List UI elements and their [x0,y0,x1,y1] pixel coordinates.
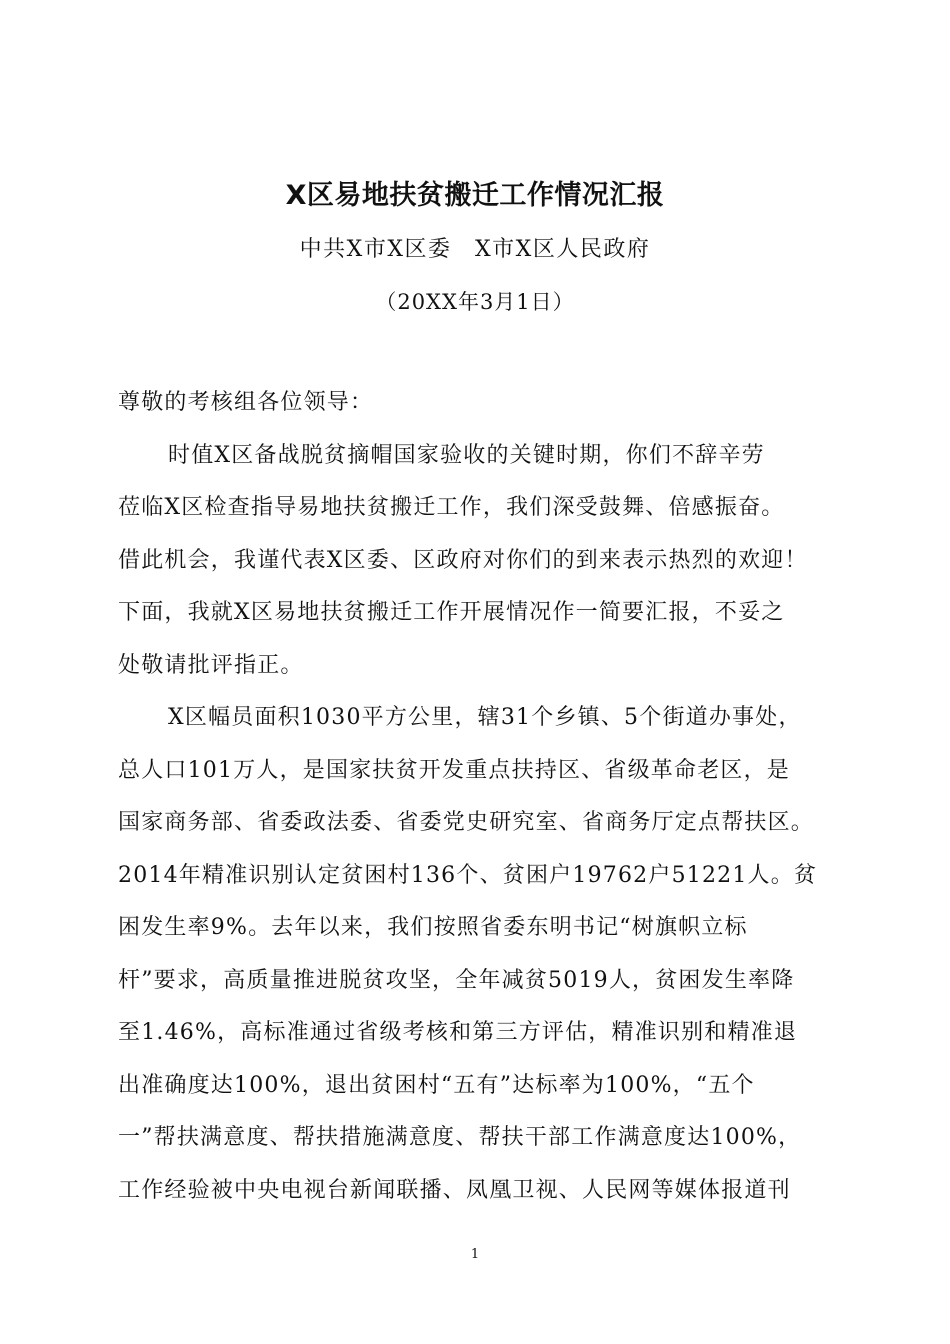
paragraph-line: 总人口101万人，是国家扶贫开发重点扶持区、省级革命老区，是 [118,757,790,783]
document-issuer: 中共X市X区委 X市X区人民政府 [299,237,651,262]
salutation-line: 尊敬的考核组各位领导： [118,390,374,415]
paragraph-line: 困发生率9%。去年以来，我们按照省委东明书记“树旗帜立标 [118,915,748,940]
paragraph-line: 杆”要求，高质量推进脱贫攻坚，全年减贫5019人，贫困发生率降 [118,967,795,993]
paragraph-line: 莅临X区检查指导易地扶贫搬迁工作，我们深受鼓舞、倍感振奋。 [118,495,785,520]
paragraph-line: 借此机会，我谨代表X区委、区政府对你们的到来表示热烈的欢迎！ [118,547,808,573]
document-body [118,377,838,1217]
paragraph-line: 处敬请批评指正。 [118,652,304,678]
paragraph-line: 国家商务部、省委政法委、省委党史研究室、省商务厅定点帮扶区。 [118,810,815,835]
paragraph-line: 2014年精准识别认定贫困村136个、贫困户19762户51221人。贫 [118,862,818,888]
paragraph-line: 下面，我就X区易地扶贫搬迁工作开展情况作一简要汇报，不妥之 [118,600,785,625]
page-number: 1 [470,1247,480,1262]
document-title: X区易地扶贫搬迁工作情况汇报 [285,180,665,211]
paragraph-line: 一”帮扶满意度、帮扶措施满意度、帮扶干部工作满意度达100%， [118,1125,802,1150]
paragraph-line: 至1.46%，高标准通过省级考核和第三方评估，精准识别和精准退 [118,1020,798,1045]
paragraph-line: 工作经验被中央电视台新闻联播、凤凰卫视、人民网等媒体报道刊 [118,1177,791,1203]
paragraph-line: 时值X区备战脱贫摘帽国家验收的关键时期，你们不辞辛劳 [168,442,765,468]
paragraph-line: 出准确度达100%，退出贫困村“五有”达标率为100%，“五个 [118,1072,755,1098]
paragraph-line: X区幅员面积1030平方公里，辖31个乡镇、5个街道办事处， [168,705,802,730]
document-date: （20XX年3月1日） [375,290,575,314]
